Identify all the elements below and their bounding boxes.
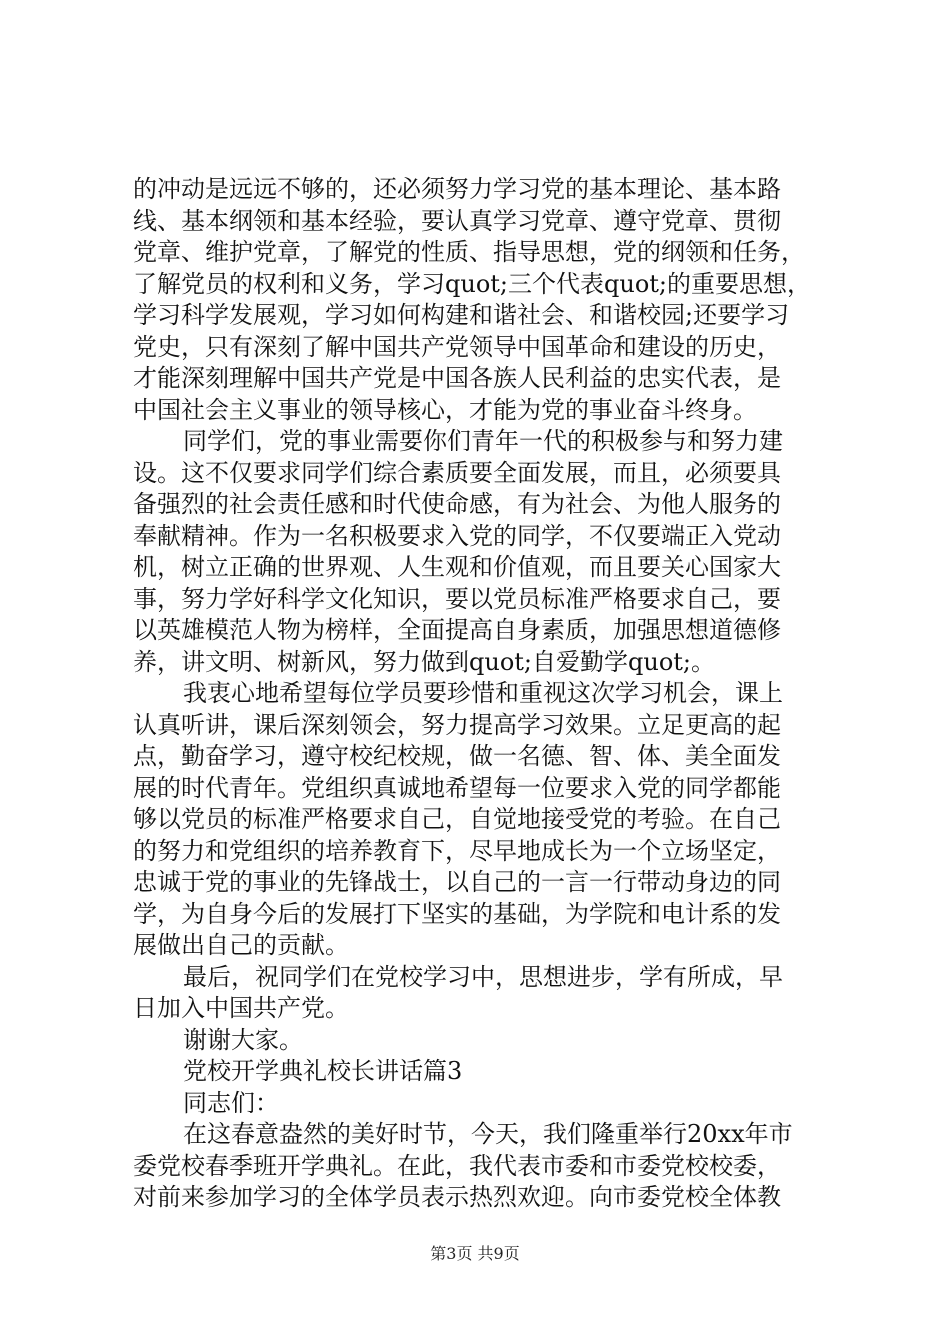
text-line: 够以党员的标准严格要求自己，自觉地接受党的考验。在自己: [133, 805, 781, 833]
paragraph-start-line: 同学们，党的事业需要你们青年一代的积极参与和努力建: [183, 427, 783, 455]
text-line: 的冲动是远远不够的，还必须努力学习党的基本理论、基本路: [133, 175, 781, 203]
text-line: 奉献精神。作为一名积极要求入党的同学，不仅要端正入党动: [133, 521, 781, 550]
text-line: 线、基本纲领和基本经验，要认真学习党章、遵守党章、贯彻: [133, 206, 781, 235]
text-line: 党史，只有深刻了解中国共产党领导中国革命和建设的历史，: [133, 332, 781, 361]
text-line: 事，努力学好科学文化知识，要以党员标准严格要求自己，要: [133, 584, 781, 613]
text-line: 设。这不仅要求同学们综合素质要全面发展，而且，必须要具: [133, 458, 781, 487]
text-line: 才能深刻理解中国共产党是中国各族人民利益的忠实代表，是: [133, 364, 781, 392]
text-line: 以英雄模范人物为榜样，全面提高自身素质，加强思想道德修: [133, 616, 781, 644]
paragraph-start-line: 最后，祝同学们在党校学习中，思想进步，学有所成，早: [183, 962, 783, 991]
text-line: 委党校春季班开学典礼。在此，我代表市委和市委党校校委，: [133, 1151, 781, 1180]
text-line: 认真听讲，课后深刻领会，努力提高学习效果。立足更高的起: [133, 710, 781, 739]
text-line: 学，为自身今后的发展打下坚实的基础，为学院和电计系的发: [133, 899, 781, 928]
text-line: 机，树立正确的世界观、人生观和价值观，而且要关心国家大: [133, 553, 781, 581]
document-body: [133, 174, 833, 1214]
section-heading: 党校开学典礼校长讲话篇3: [183, 1057, 463, 1085]
text-line: 展的时代青年。党组织真诚地希望每一位要求入党的同学都能: [133, 773, 781, 802]
text-line: 备强烈的社会责任感和时代使命感，有为社会、为他人服务的: [133, 490, 781, 518]
text-line: 的努力和党组织的培养教育下，尽早地成长为一个立场坚定，: [133, 836, 781, 865]
text-line: 中国社会主义事业的领导核心，才能为党的事业奋斗终身。: [133, 395, 757, 424]
salutation-line: 同志们：: [183, 1088, 279, 1117]
closing-line: 谢谢大家。: [183, 1025, 303, 1054]
text-line: 党章、维护党章，了解党的性质、指导思想，党的纲领和任务，: [133, 238, 805, 266]
text-line: 忠诚于党的事业的先锋战士，以自己的一言一行带动身边的同: [133, 868, 781, 896]
text-line: 养，讲文明、树新风，努力做到quot;自爱勤学quot;。: [133, 647, 715, 676]
paragraph-start-line: 在这春意盎然的美好时节，今天，我们隆重举行20xx年市: [183, 1120, 793, 1148]
page-number-footer: 第3页 共9页: [430, 1244, 520, 1263]
text-line: 对前来参加学习的全体学员表示热烈欢迎。向市委党校全体教: [133, 1183, 781, 1211]
text-line: 学习科学发展观，学习如何构建和谐社会、和谐校园;还要学习: [133, 301, 790, 329]
text-line: 了解党员的权利和义务，学习quot;三个代表quot;的重要思想，: [133, 269, 811, 298]
text-line: 展做出自己的贡献。: [133, 931, 349, 959]
text-line: 日加入中国共产党。: [133, 994, 349, 1022]
text-line: 点，勤奋学习，遵守校纪校规，做一名德、智、体、美全面发: [133, 742, 781, 770]
paragraph-start-line: 我衷心地希望每位学员要珍惜和重视这次学习机会，课上: [183, 679, 783, 707]
